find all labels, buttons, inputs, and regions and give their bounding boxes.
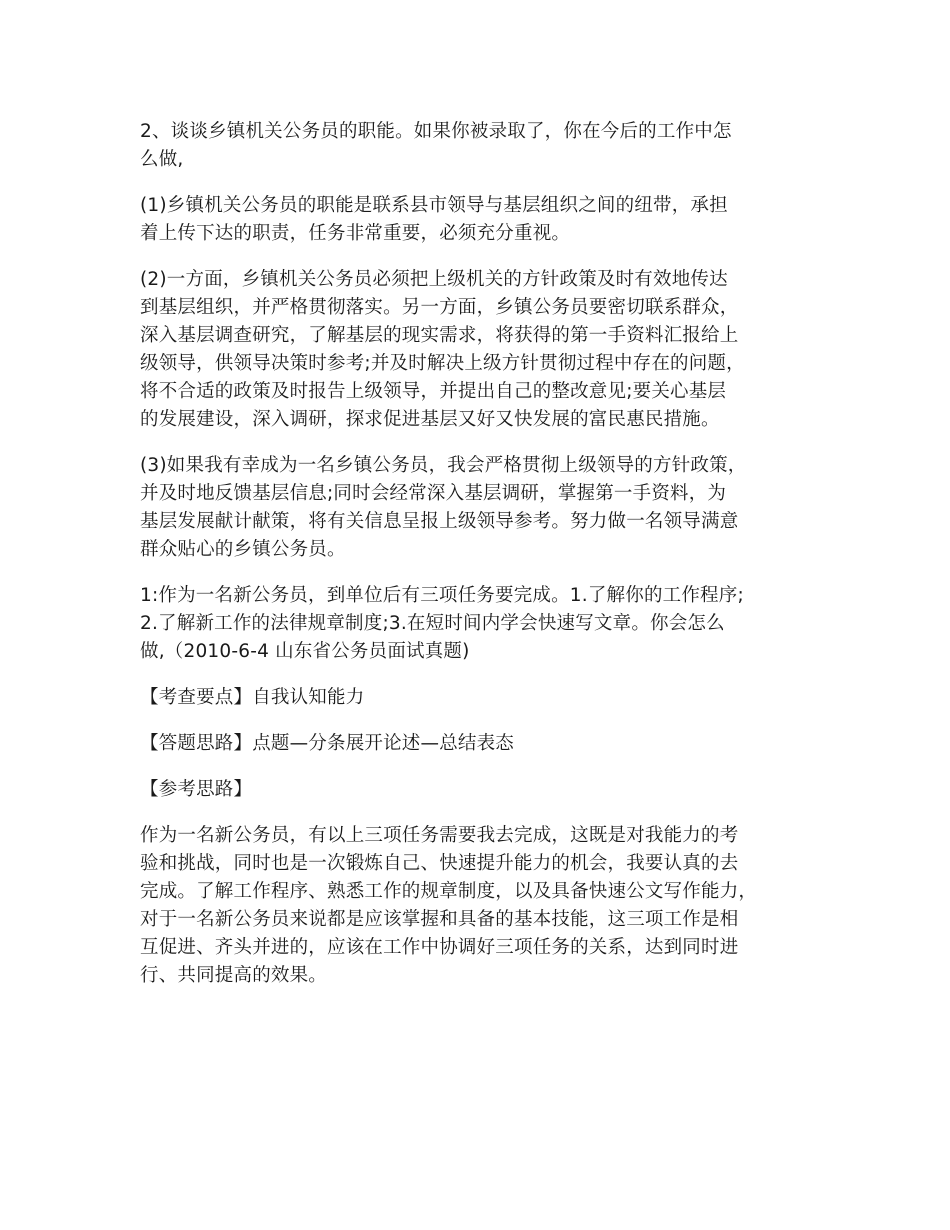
text-line: 么做,	[140, 149, 184, 170]
text-line: 群众贴心的乡镇公务员。	[140, 539, 346, 560]
paragraph	[140, 582, 840, 666]
text-line: 级领导，供领导决策时参考;并及时解决上级方针贯彻过程中存在的问题，	[140, 353, 745, 374]
text-line: 2、谈谈乡镇机关公务员的职能。如果你被录取了，你在今后的工作中怎	[140, 121, 732, 142]
text-line: (1)乡镇机关公务员的职能是联系县市领导与基层组织之间的纽带，承担	[140, 195, 728, 216]
text-line: 的发展建设，深入调研，探求促进基层又好又快发展的富民惠民措施。	[140, 409, 720, 430]
text-line: 作为一名新公务员，有以上三项任务需要我去完成，这既是对我能力的考	[140, 825, 739, 846]
text-line: 行、共同提高的效果。	[140, 965, 328, 986]
text-line: 【参考思路】	[140, 779, 253, 800]
text-line: 到基层组织，并严格贯彻落实。另一方面，乡镇公务员要密切联系群众，	[140, 297, 739, 318]
document-body	[140, 118, 840, 1008]
text-line: 1:作为一名新公务员，到单位后有三项任务要完成。1.了解你的工作程序;	[140, 585, 744, 606]
paragraph	[140, 730, 840, 758]
paragraph	[140, 684, 840, 712]
text-line: (2)一方面，乡镇机关公务员必须把上级机关的方针政策及时有效地传达	[140, 269, 728, 290]
paragraph	[140, 118, 840, 174]
text-line: 互促进、齐头并进的，应该在工作中协调好三项任务的关系，达到同时进	[140, 937, 739, 958]
text-line: 深入基层调查研究，了解基层的现实需求，将获得的第一手资料汇报给上	[140, 325, 739, 346]
paragraph	[140, 192, 840, 248]
text-line: 【答题思路】点题—分条展开论述—总结表态	[140, 733, 515, 754]
text-line: 将不合适的政策及时报告上级领导，并提出自己的整改意见;要关心基层	[140, 381, 727, 402]
text-line: 验和挑战，同时也是一次锻炼自己、快速提升能力的机会，我要认真的去	[140, 853, 739, 874]
text-line: 着上传下达的职责，任务非常重要，必须充分重视。	[140, 223, 571, 244]
text-line: 完成。了解工作程序、熟悉工作的规章制度，以及具备快速公文写作能力，	[140, 881, 758, 902]
text-line: 做,（2010-6-4 山东省公务员面试真题)	[140, 641, 470, 662]
text-line: (3)如果我有幸成为一名乡镇公务员，我会严格贯彻上级领导的方针政策，	[140, 455, 747, 476]
paragraph	[140, 266, 840, 434]
paragraph	[140, 822, 840, 990]
text-line: 2.了解新工作的法律规章制度;3.在短时间内学会快速写文章。你会怎么	[140, 613, 725, 634]
text-line: 基层发展献计献策，将有关信息呈报上级领导参考。努力做一名领导满意	[140, 511, 739, 532]
paragraph	[140, 452, 840, 564]
text-line: 对于一名新公务员来说都是应该掌握和具备的基本技能，这三项工作是相	[140, 909, 739, 930]
text-line: 并及时地反馈基层信息;同时会经常深入基层调研，掌握第一手资料，为	[140, 483, 727, 504]
text-line: 【考查要点】自我认知能力	[140, 687, 365, 708]
paragraph	[140, 776, 840, 804]
